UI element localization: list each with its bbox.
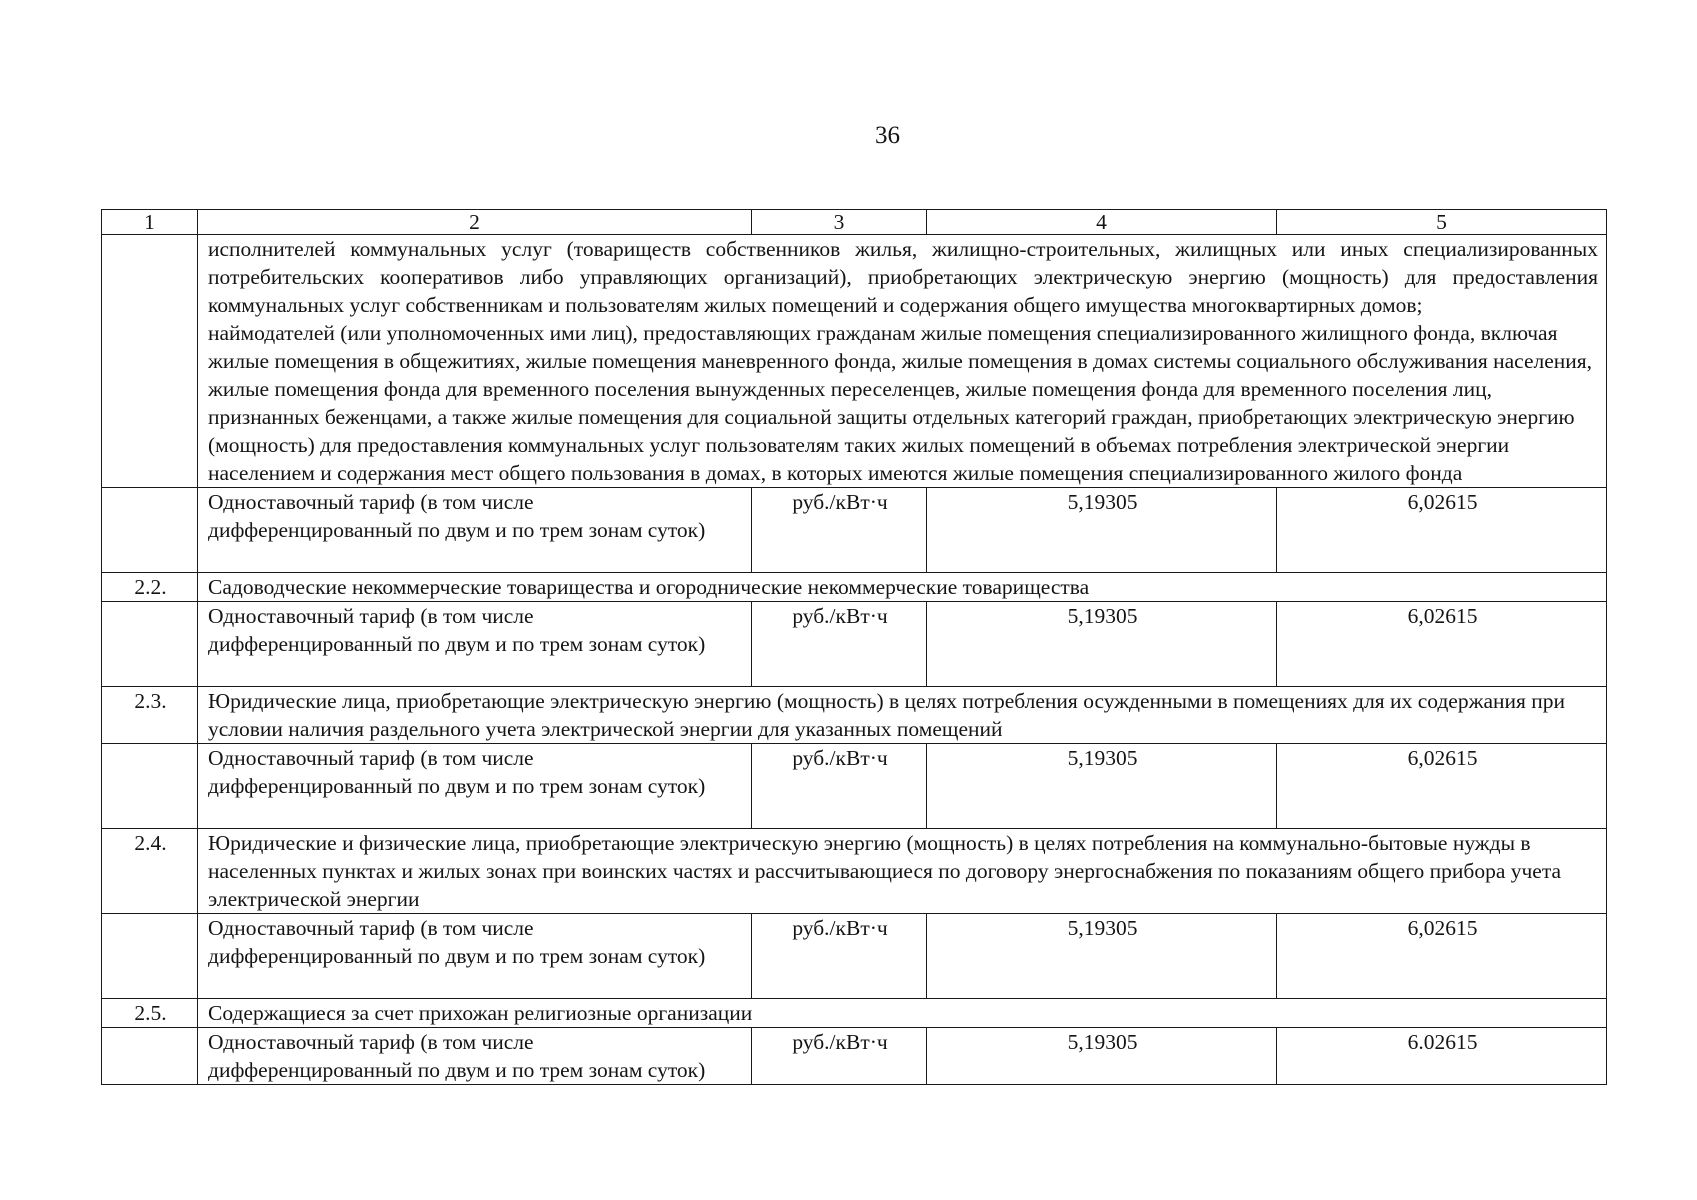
section-title-row bbox=[102, 687, 1607, 744]
tariff-value-h2: 6,02615 bbox=[1277, 488, 1607, 573]
tariff-row bbox=[102, 488, 1607, 573]
tariff-name: Одноставочный тариф (в том числе дифференцированный по двум и по трем зонам суток) bbox=[198, 914, 752, 999]
tariff-unit: руб./кВт·ч bbox=[752, 602, 927, 687]
intro-paragraph-1: исполнителей коммунальных услуг (товариществ собственников жилья, жилищно-строительных, жилищных или иных специализированных потребительских кооперативов либо управляющих организаций), приобретающих электрическую энергию (мощность) для предоставления коммунальных услуг собственникам и пользователям жилых помещений и содержания общего имущества многоквартирных домов; bbox=[208, 237, 1598, 317]
tariff-row bbox=[102, 914, 1607, 999]
tariff-unit: руб./кВт·ч bbox=[752, 914, 927, 999]
tariff-name: Одноставочный тариф (в том числе дифференцированный по двум и по трем зонам суток) bbox=[198, 744, 752, 829]
tariff-unit: руб./кВт·ч bbox=[752, 488, 927, 573]
section-title-row bbox=[102, 573, 1607, 602]
section-title-row bbox=[102, 829, 1607, 914]
section-title-row bbox=[102, 999, 1607, 1028]
column-header-1: 1 bbox=[102, 210, 198, 235]
tariff-name: Одноставочный тариф (в том числе дифференцированный по двум и по трем зонам суток) bbox=[198, 488, 752, 573]
tariff-value-h2: 6,02615 bbox=[1277, 914, 1607, 999]
table-header-row bbox=[102, 210, 1607, 235]
section-title: Садоводческие некоммерческие товарищества и огороднические некоммерческие товарищества bbox=[198, 573, 1607, 602]
tariff-value-h1: 5,19305 bbox=[927, 914, 1277, 999]
tariff-value-h2: 6.02615 bbox=[1277, 1028, 1607, 1085]
tariff-value-h2: 6,02615 bbox=[1277, 602, 1607, 687]
tariff-name: Одноставочный тариф (в том числе дифференцированный по двум и по трем зонам суток) bbox=[198, 602, 752, 687]
tariff-row bbox=[102, 744, 1607, 829]
intro-text-row bbox=[102, 235, 1607, 488]
tariff-value-h1: 5,19305 bbox=[927, 744, 1277, 829]
section-number: 2.2. bbox=[102, 573, 198, 602]
column-header-3: 3 bbox=[752, 210, 927, 235]
column-header-2: 2 bbox=[198, 210, 752, 235]
column-header-4: 4 bbox=[927, 210, 1277, 235]
section-title: Юридические и физические лица, приобретающие электрическую энергию (мощность) в целях потребления на коммунально-бытовые нужды в населенных пунктах и жилых зонах при воинских частях и рассчитывающиеся по договору энергоснабжения по показаниям общего прибора учета электрической энергии bbox=[198, 829, 1607, 914]
tariff-row bbox=[102, 1028, 1607, 1085]
consumer-category-text bbox=[198, 235, 1607, 488]
section-number: 2.5. bbox=[102, 999, 198, 1028]
section-number: 2.4. bbox=[102, 829, 198, 914]
tariff-value-h1: 5,19305 bbox=[927, 488, 1277, 573]
tariff-unit: руб./кВт·ч bbox=[752, 1028, 927, 1085]
tariff-table bbox=[101, 209, 1607, 1085]
row-number bbox=[102, 235, 198, 488]
tariff-row bbox=[102, 602, 1607, 687]
tariff-unit: руб./кВт·ч bbox=[752, 744, 927, 829]
section-number: 2.3. bbox=[102, 687, 198, 744]
page-number: 36 bbox=[875, 122, 900, 149]
tariff-value-h1: 5,19305 bbox=[927, 1028, 1277, 1085]
tariff-value-h1: 5,19305 bbox=[927, 602, 1277, 687]
section-title: Содержащиеся за счет прихожан религиозные организации bbox=[198, 999, 1607, 1028]
section-title: Юридические лица, приобретающие электрическую энергию (мощность) в целях потребления осужденными в помещениях для их содержания при условии наличия раздельного учета электрической энергии для указанных помещений bbox=[198, 687, 1607, 744]
tariff-value-h2: 6,02615 bbox=[1277, 744, 1607, 829]
tariff-name: Одноставочный тариф (в том числе дифференцированный по двум и по трем зонам суток) bbox=[198, 1028, 752, 1085]
intro-paragraph-2: наймодателей (или уполномоченных ими лиц), предоставляющих гражданам жилые помещения специализированного жилищного фонда, включая жилые помещения в общежитиях, жилые помещения маневренного фонда, жилые помещения в домах системы социального обслуживания населения, жилые помещения фонда для временного поселения вынужденных переселенцев, жилые помещения фонда для временного поселения лиц, признанных беженцами, а также жилые помещения для социальной защиты отдельных категорий граждан, приобретающих электрическую энергию (мощность) для предоставления коммунальных услуг пользователям таких жилых помещений в объемах потребления электрической энергии населением и содержания мест общего пользования в домах, в которых имеются жилые помещения специализированного жилого фонда bbox=[208, 321, 1593, 485]
column-header-5: 5 bbox=[1277, 210, 1607, 235]
